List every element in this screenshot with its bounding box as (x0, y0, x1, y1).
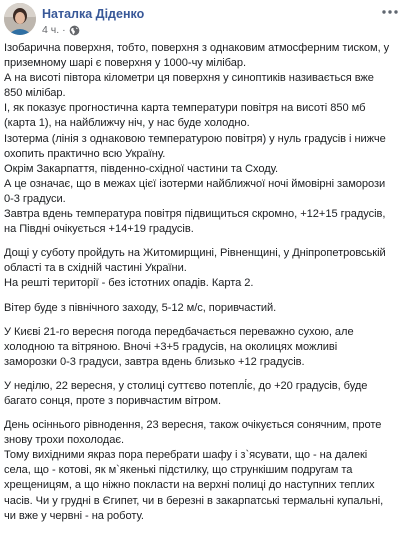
post-text-line: 0-3 градуси. (4, 192, 66, 205)
author-avatar[interactable] (4, 3, 36, 35)
post-text-line: Дощі у суботу пройдуть на Житомирщині, Рівненщині, у Дніпропетровській (4, 247, 386, 260)
more-options-button[interactable] (379, 5, 401, 19)
post-meta (42, 24, 80, 36)
post-text-line: охопить практично всю Україну. (4, 147, 166, 160)
post-header (4, 3, 405, 37)
post-text-line: на Півдні очікується +14+19 градусів. (4, 223, 194, 236)
post-text-line: Ізобарична поверхня, тобто, поверхня з однаковим атмосферним тиском, у (4, 42, 390, 54)
post-text-line: У Києві 21-го вересня погода передбачається переважно сухою, але (4, 325, 354, 338)
post-paragraph (4, 41, 400, 237)
post-text-line: холодною та вітряною. Вночі +3+5 градусів, на околицях можливі (4, 340, 338, 353)
globe-icon[interactable] (69, 25, 80, 36)
post-text-line: Завтра вдень температура повітря підвищиться скромно, +12+15 градусів, (4, 208, 386, 221)
post-paragraph (4, 301, 400, 316)
post-text-line: села, що - котові, як м`якенькі підстилку, що стрункішим подругам та (4, 464, 353, 477)
post-text-line: А це означає, що в межах цієї ізотерми найближчої ночі ймовірні заморози (4, 177, 386, 190)
post-text-line: Окрім Закарпаття, південно-східної частини та Сходу. (4, 162, 279, 175)
meta-separator: · (62, 24, 66, 36)
post-paragraph (4, 379, 400, 409)
post-text-line: У неділю, 22 вересня, у столиці суттєво потеплі́є, до +20 градусів, буде (4, 379, 368, 392)
post-text-line: приземному шарі є поверхня у 1000-чу мілібар. (4, 57, 246, 70)
post-text-line: Ізотерма (лінія з однаковою температурою повітря) у нуль градусів і нижче (4, 132, 386, 145)
post-text-line: (карта 1), на найближчу ніч, у нас буде холодно. (4, 117, 250, 130)
post-timestamp[interactable]: 4 ч. (42, 24, 60, 36)
post-text-line: області та в східній частині України. (4, 262, 187, 275)
post-text-line: часів. Чи у грудні в Єгипет, чи в березні в закарпатські термальні купальні, (4, 494, 384, 507)
post-text-line: І, як показує прогностична карта температури повітря на висоті 850 мб (4, 102, 366, 115)
post-text-line: багато сонця, проте з поривчастим вітром. (4, 394, 222, 407)
post-text-line: На решті території - без істотних опадів. Карта 2. (4, 277, 254, 290)
more-horizontal-icon (382, 10, 398, 14)
post-paragraph (4, 325, 400, 370)
post-text-line: знову трохи похолодає. (4, 434, 124, 447)
post-text-line: чи вже у червні - на роботу. (4, 509, 144, 522)
author-name[interactable]: Наталка Діденко (42, 7, 145, 21)
post-text-line: хрещеницям, а що ніжно покласти на верхні полиці до наступних теплих (4, 479, 375, 492)
post-text-line: День осіннього рівнодення, 23 вересня, також очікується сонячним, проте (4, 419, 382, 432)
post-text-line: заморозки 0-3 градуси, завтра вдень близько +12 градусів. (4, 355, 305, 368)
avatar-photo-icon (4, 3, 36, 35)
post-text (4, 41, 400, 533)
post-text-line: Тому вихідними якраз пора перебрати шафу і з`ясувати, що - на далекі (4, 449, 368, 462)
post-text-line: 850 мілібар. (4, 87, 66, 100)
post-paragraph (4, 246, 400, 291)
post-text-line: А на висоті півтора кілометри ця поверхня у синоптиків називається вже (4, 72, 374, 85)
post-text-line: Вітер буде з північного заходу, 5-12 м/с, поривчастий. (4, 301, 277, 314)
